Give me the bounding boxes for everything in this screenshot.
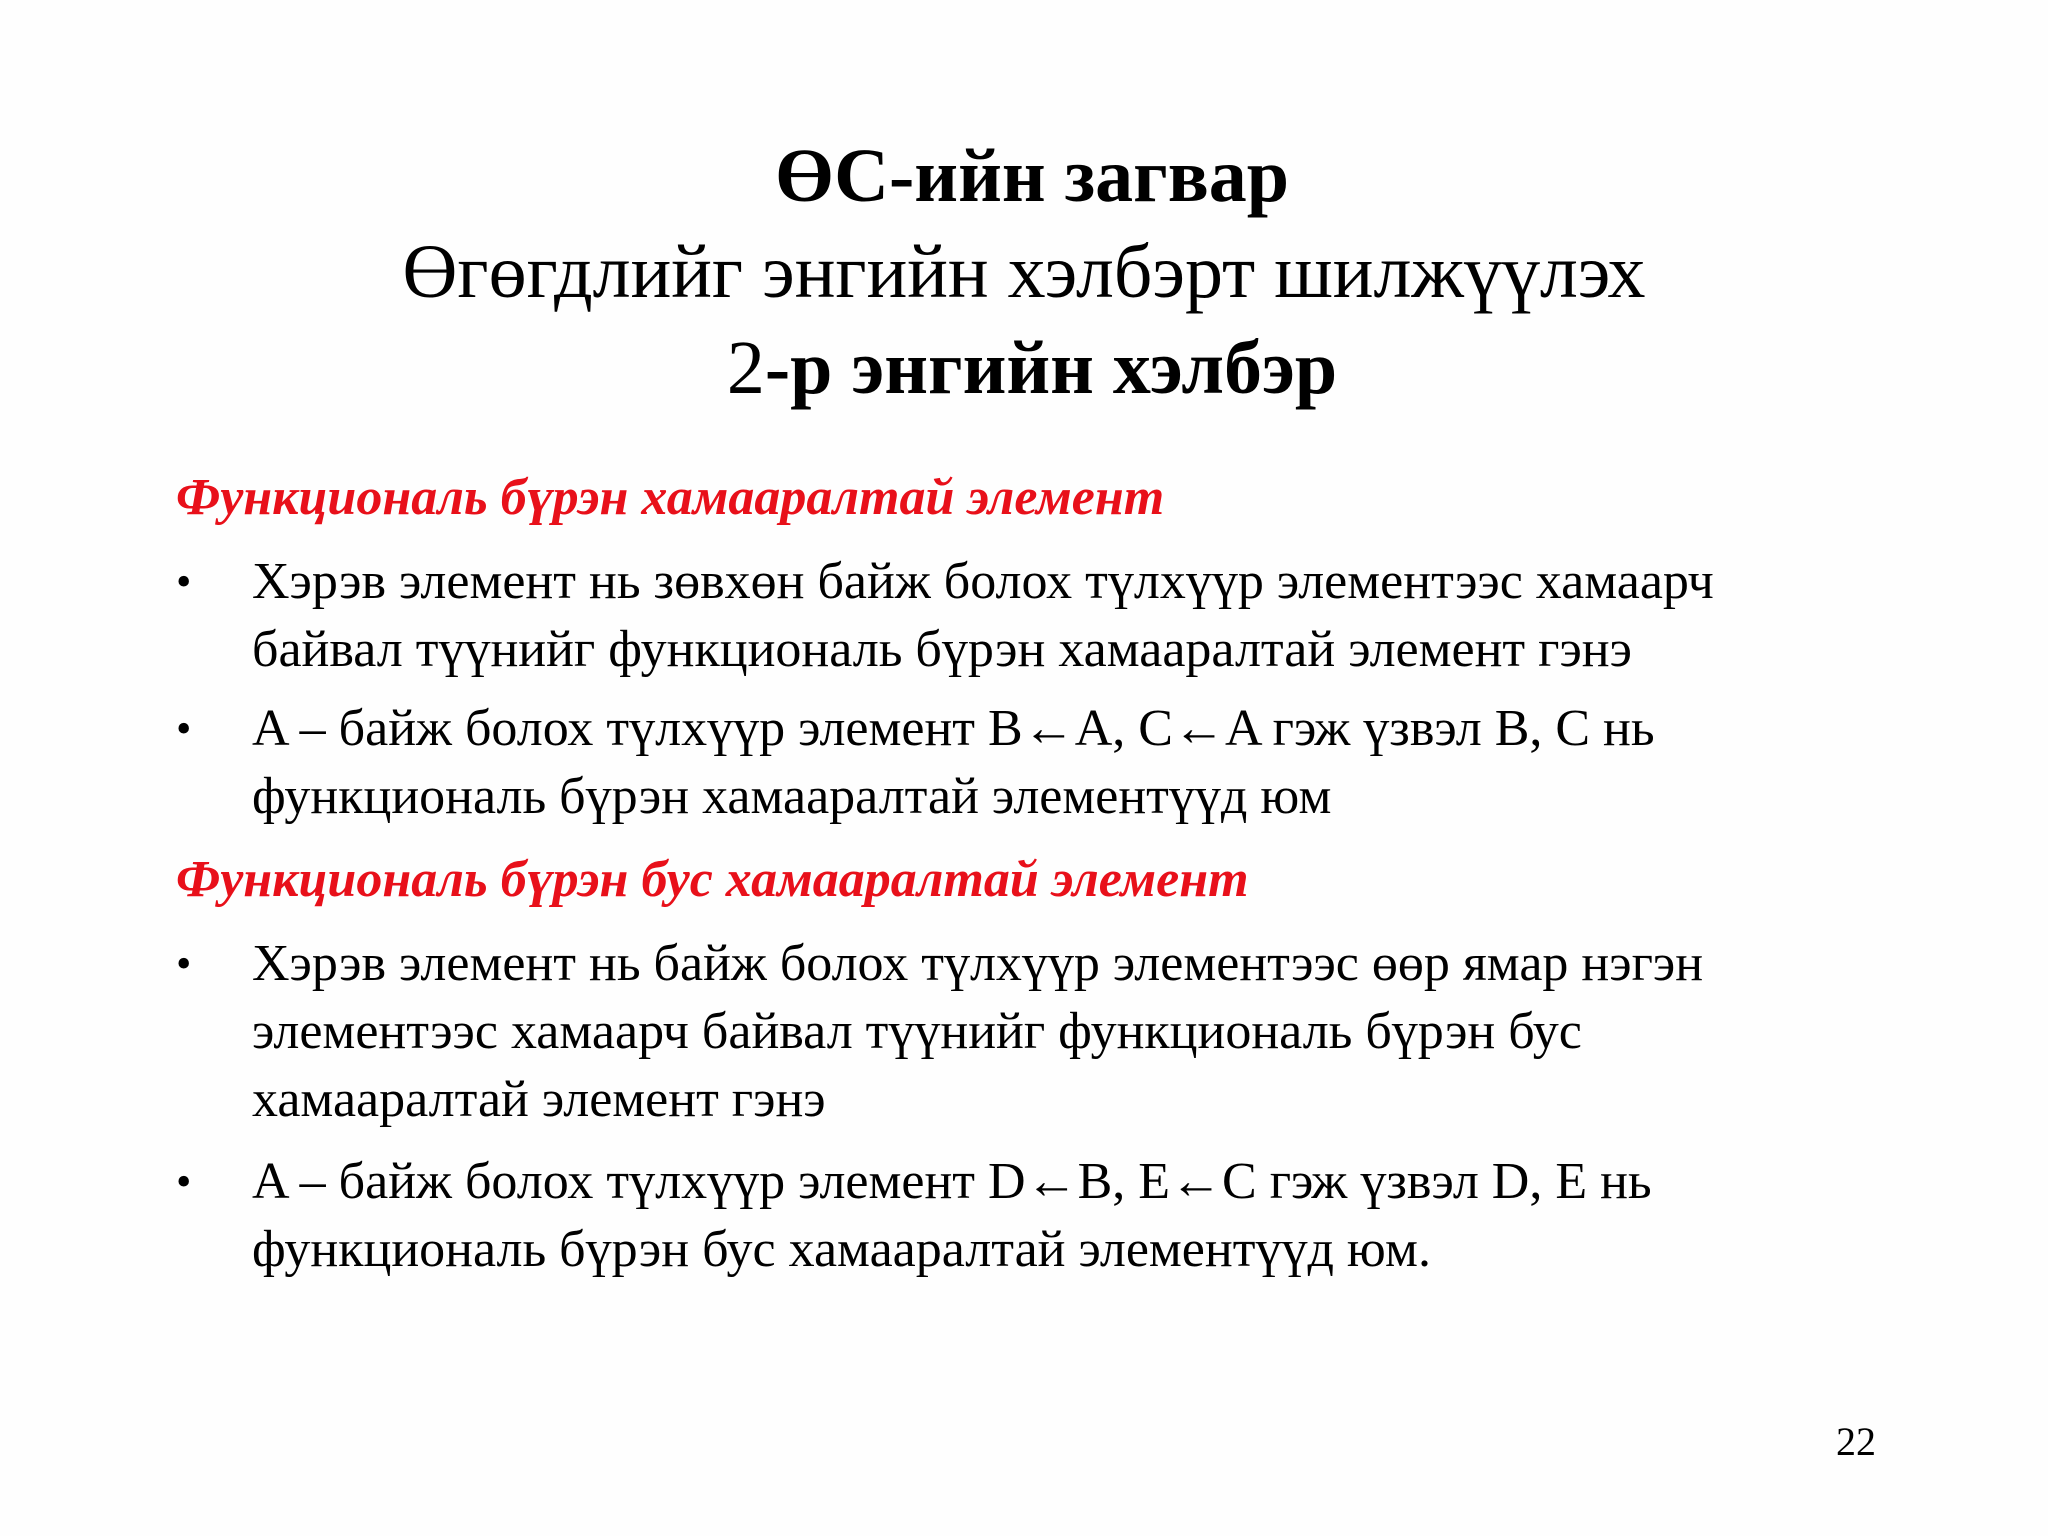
section-heading-full-dependency: Функциональ бүрэн хамааралтай элемент [176,469,1165,526]
slide-title-block [0,128,2048,416]
bullet-icon: • [176,939,192,988]
bullet-line: функциональ бүрэн бус хамааралтай элементүүд юм. [252,1221,1431,1278]
title-rest: -р энгийн хэлбэр [764,326,1338,410]
bullet-line: A – байж болох түлхүүр элемент D←B, E←C гэж үзвэл D, E нь [252,1153,1652,1210]
slide-subtitle: Өгөгдлийг энгийн хэлбэрт шилжүүлэх [402,230,1646,314]
bullet-line: Хэрэв элемент нь зөвхөн байж болох түлхүүр элементээс хамаарч [252,553,1714,610]
bullet-line: байвал түүнийг функциональ бүрэн хамааралтай элемент гэнэ [252,621,1632,678]
bullet-text [252,1148,1952,1284]
bullet-icon: • [176,1157,192,1206]
bullet-line: функциональ бүрэн хамааралтай элементүүд юм [252,768,1332,825]
bullet-line: хамааралтай элемент гэнэ [252,1071,826,1128]
bullet-icon: • [176,704,192,753]
title-number: 2 [726,326,765,410]
section-heading-partial-dependency: Функциональ бүрэн бус хамааралтай элемент [176,851,1249,908]
bullet-line: A – байж болох түлхүүр элемент B←A, C←A гэж үзвэл B, C нь [252,700,1655,757]
bullet-text [252,695,1952,831]
slide-title: ӨС-ийн загвар [774,134,1290,218]
slide-title-second-normal-form [8,320,2048,416]
bullet-text [252,548,1952,684]
bullet-line: Хэрэв элемент нь байж болох түлхүүр элементээс өөр ямар нэгэн [252,935,1704,992]
bullet-line: элементээс хамаарч байвал түүнийг функциональ бүрэн бус [252,1003,1582,1060]
bullet-text [252,930,1952,1134]
bullet-icon: • [176,557,192,606]
page-number: 22 [1836,1419,1876,1464]
